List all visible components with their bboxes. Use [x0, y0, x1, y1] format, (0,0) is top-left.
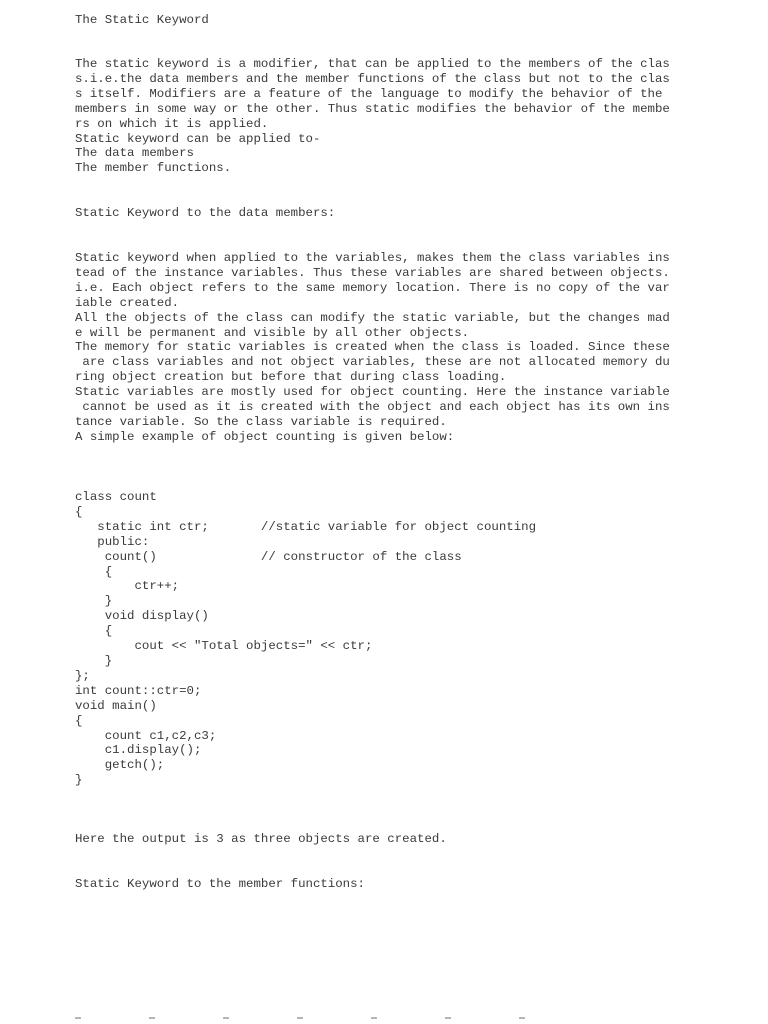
data-members-paragraph: Static keyword when applied to the variables, makes them the class variables ins tead of the instance variables. Thus these variables are shared between objects. i.e. Each object refers to the same memory location. There is no copy of the var iable created. All the objects of the class can modify the static variable, but the changes mad e will be permanent and visible by all other objects. The memory for static variables is created when the class is loaded. Since these are class variables and not object variables, these are not allocated memory du ring object creation but before that during class loading. Static variables are mostly used for object counting. Here the instance variable cannot be used as it is created with the object and each object has its own ins tance variable. So the class variable is required. A simple example of object counting is given below: [75, 251, 670, 444]
document-title: The Static Keyword [75, 13, 209, 27]
code-example: class count { static int ctr; //static variable for object counting public: count() // constructor of the class { ctr++; } void display() { cout << "Total objects=" << ctr; } }; int count::ctr=0; void main() { count c1,c2,c3; c1.display(); getch(); } [75, 490, 537, 788]
section-heading-member-functions: Static Keyword to the member functions: [75, 877, 365, 891]
output-explanation: Here the output is 3 as three objects are created. [75, 832, 447, 846]
intro-paragraph: The static keyword is a modifier, that can be applied to the members of the clas s.i.e.the data members and the member functions of the class but not to the clas s itself. Modifiers are a feature of the language to modify the behavior of the members in some way or the other. Thus static modifies the behavior of the membe rs on which it is applied. Static keyword can be applied to- The data members The member functions. [75, 57, 670, 176]
section-heading-data-members: Static Keyword to the data members: [75, 206, 336, 220]
cut-off-next-line [75, 1017, 595, 1024]
